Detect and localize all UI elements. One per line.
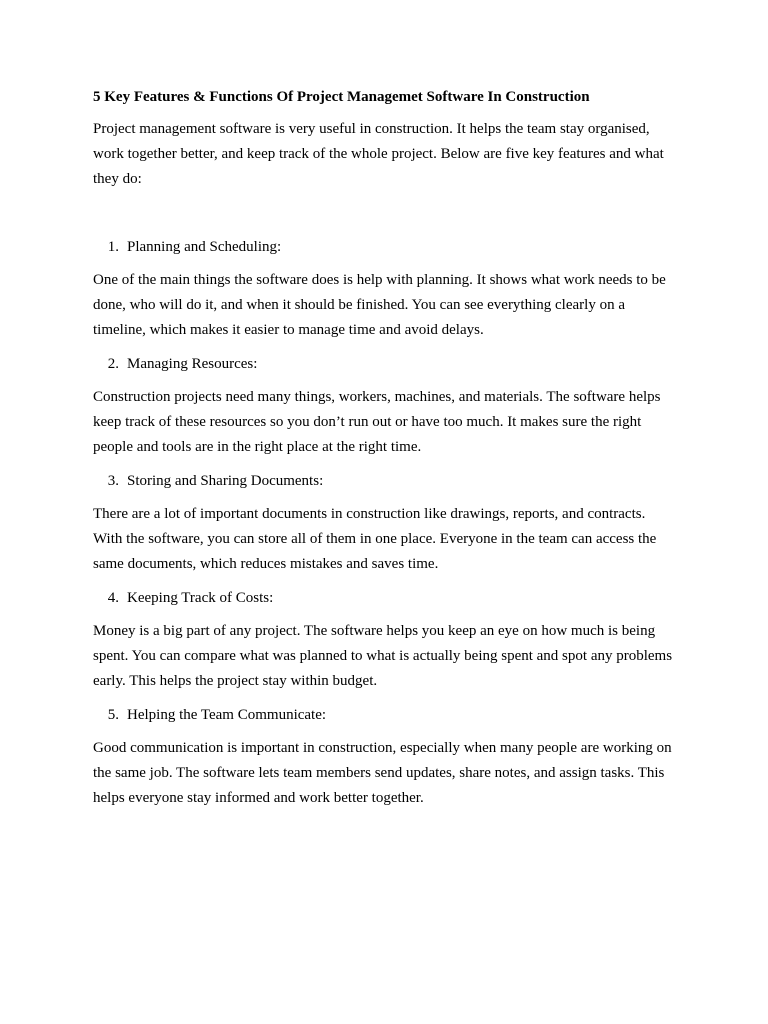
feature-item [93,470,678,577]
feature-heading [93,353,678,375]
feature-number: 3. [107,473,119,489]
feature-item [93,704,678,811]
feature-body: Good communication is important in construction, especially when many people are working on the same job. The software lets team members send updates, share notes, and assign tasks. This helps everyone stay informed and work better together. [93,740,672,806]
feature-heading-text: Planning and Scheduling: [127,239,282,255]
feature-number: 4. [107,590,119,606]
feature-list [93,236,678,811]
feature-number: 2. [107,356,119,372]
feature-heading-text: Helping the Team Communicate: [127,707,327,723]
feature-body: Construction projects need many things, workers, machines, and materials. The software helps keep track of these resources so you don’t run out or have too much. It makes sure the right people and tools are in the right place at the right time. [93,389,661,455]
intro-paragraph: Project management software is very useful in construction. It helps the team stay organised, work together better, and keep track of the whole project. Below are five key features and what they do: [93,121,664,187]
feature-number: 1. [107,239,119,255]
feature-heading [93,470,678,492]
feature-number: 5. [107,707,119,723]
feature-heading [93,236,678,258]
feature-body: One of the main things the software does is help with planning. It shows what work needs to be done, who will do it, and when it should be finished. You can see everything clearly on a timeline, which makes it easier to manage time and avoid delays. [93,272,666,338]
feature-item [93,353,678,460]
feature-heading [93,587,678,609]
feature-body: Money is a big part of any project. The software helps you keep an eye on how much is being spent. You can compare what was planned to what is actually being spent and spot any problems early. This helps the project stay within budget. [93,623,673,689]
feature-heading [93,704,678,726]
feature-heading-text: Storing and Sharing Documents: [127,473,324,489]
feature-heading-text: Keeping Track of Costs: [127,590,274,606]
document-title: 5 Key Features & Functions Of Project Managemet Software In Construction [93,89,590,105]
feature-item [93,587,678,694]
feature-body: There are a lot of important documents in construction like drawings, reports, and contracts. With the software, you can store all of them in one place. Everyone in the team can access the same documents, which reduces mistakes and saves time. [93,506,657,572]
feature-heading-text: Managing Resources: [127,356,258,372]
feature-item [93,236,678,343]
